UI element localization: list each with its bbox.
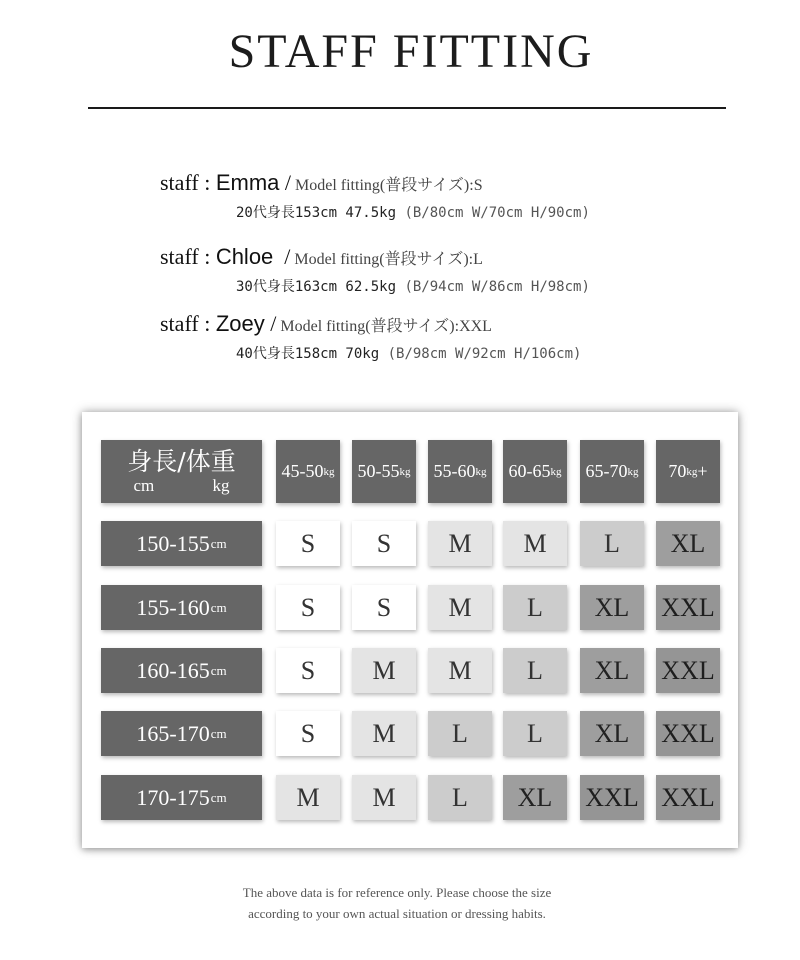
corner-unit-height: cm [133, 476, 155, 495]
staff-label [160, 244, 290, 270]
staff-detail [236, 276, 590, 296]
height-range: 155-160 [136, 594, 210, 620]
staff-slash: / [273, 244, 291, 269]
size-cell-r4-c5: XXL [656, 775, 720, 820]
size-cell-r3-c3: L [503, 711, 567, 756]
size-cell-r1-c2: M [428, 585, 492, 630]
staff-measurements: (B/94cm W/86cm H/98cm) [404, 279, 590, 295]
weight-unit: kg [627, 465, 639, 478]
weight-header-1 [352, 440, 416, 503]
size-cell-r2-c1: M [352, 648, 416, 693]
size-cell-r0-c0: S [276, 521, 340, 566]
height-range: 160-165 [136, 657, 210, 683]
staff-prefix: staff : [160, 244, 216, 269]
height-range: 170-175 [136, 784, 210, 810]
staff-name: Emma [215, 170, 280, 195]
size-cell-r3-c5: XXL [656, 711, 720, 756]
weight-range: 50-55 [357, 461, 400, 481]
footnote-line-1: The above data is for reference only. Please choose the size [242, 885, 552, 900]
staff-slash: / [264, 311, 277, 336]
height-header-2 [101, 648, 262, 693]
size-cell-r3-c4: XL [580, 711, 644, 756]
weight-suffix: + [697, 461, 708, 481]
weight-header-3 [503, 440, 567, 503]
staff-entry-chloe [160, 244, 590, 296]
staff-prefix: staff : [160, 311, 216, 336]
height-unit: cm [210, 599, 227, 615]
weight-range: 55-60 [433, 461, 476, 481]
size-cell-r3-c0: S [276, 711, 340, 756]
size-cell-r4-c2: L [428, 775, 492, 820]
size-cell-r4-c3: XL [503, 775, 567, 820]
staff-measurements: (B/80cm W/70cm H/90cm) [404, 205, 590, 221]
height-range: 165-170 [136, 720, 210, 746]
weight-range: 70 [668, 461, 687, 481]
corner-title: 身長/体重 [127, 447, 236, 476]
size-cell-r1-c5: XXL [656, 585, 720, 630]
staff-body-info: 30代身長163cm 62.5kg [236, 279, 397, 295]
staff-entry-zoey [160, 311, 581, 363]
page-title: STAFF FITTING [228, 25, 594, 78]
staff-prefix: staff : [160, 170, 216, 195]
weight-unit: kg [686, 465, 698, 478]
height-unit: cm [210, 662, 227, 678]
size-cell-r4-c1: M [352, 775, 416, 820]
height-header-1 [101, 585, 262, 630]
size-cell-r2-c3: L [503, 648, 567, 693]
title-divider [88, 107, 726, 109]
size-cell-r0-c1: S [352, 521, 416, 566]
staff-heading [160, 244, 590, 270]
staff-label [160, 311, 276, 337]
height-range: 150-155 [136, 530, 210, 556]
staff-body-info: 40代身長158cm 70kg [236, 346, 380, 362]
staff-heading [160, 311, 581, 337]
size-cell-r1-c0: S [276, 585, 340, 630]
staff-name: Chloe [215, 244, 274, 269]
footnote-line-2: according to your own actual situation or dressing habits. [248, 906, 546, 921]
weight-unit: kg [550, 465, 562, 478]
size-cell-r4-c4: XXL [580, 775, 644, 820]
corner-units [134, 477, 230, 494]
staff-measurements: (B/98cm W/92cm H/106cm) [387, 346, 582, 362]
weight-range: 45-50 [281, 461, 324, 481]
size-cell-r2-c2: M [428, 648, 492, 693]
staff-detail [236, 202, 590, 222]
staff-fitting: Model fitting(普段サイズ):S [295, 177, 483, 194]
size-cell-r3-c1: M [352, 711, 416, 756]
size-cell-r2-c4: XL [580, 648, 644, 693]
size-cell-r0-c4: L [580, 521, 644, 566]
weight-unit: kg [399, 465, 411, 478]
weight-header-4 [580, 440, 644, 503]
size-cell-r2-c5: XXL [656, 648, 720, 693]
height-header-4 [101, 775, 262, 820]
size-cell-r2-c0: S [276, 648, 340, 693]
weight-header-5 [656, 440, 720, 503]
staff-slash: / [279, 170, 291, 195]
height-header-0 [101, 521, 262, 566]
size-cell-r1-c4: XL [580, 585, 644, 630]
size-cell-r3-c2: L [428, 711, 492, 756]
staff-heading [160, 170, 590, 196]
staff-fitting: Model fitting(普段サイズ):L [294, 251, 483, 268]
staff-fitting: Model fitting(普段サイズ):XXL [280, 318, 492, 335]
corner-unit-weight: kg [212, 476, 230, 495]
size-cell-r4-c0: M [276, 775, 340, 820]
size-cell-r0-c5: XL [656, 521, 720, 566]
height-unit: cm [210, 535, 227, 551]
size-cell-r1-c1: S [352, 585, 416, 630]
staff-detail [236, 343, 581, 363]
staff-name: Zoey [215, 311, 265, 336]
size-cell-r0-c2: M [428, 521, 492, 566]
weight-header-2 [428, 440, 492, 503]
staff-entry-emma [160, 170, 590, 222]
size-cell-r0-c3: M [503, 521, 567, 566]
height-header-3 [101, 711, 262, 756]
weight-unit: kg [323, 465, 335, 478]
footnote [0, 882, 794, 924]
height-unit: cm [210, 789, 227, 805]
staff-label [160, 170, 291, 196]
size-cell-r1-c3: L [503, 585, 567, 630]
height-unit: cm [210, 725, 227, 741]
chart-corner-header [101, 440, 262, 503]
weight-range: 65-70 [585, 461, 628, 481]
weight-header-0 [276, 440, 340, 503]
weight-unit: kg [475, 465, 487, 478]
weight-range: 60-65 [508, 461, 551, 481]
staff-body-info: 20代身長153cm 47.5kg [236, 205, 397, 221]
